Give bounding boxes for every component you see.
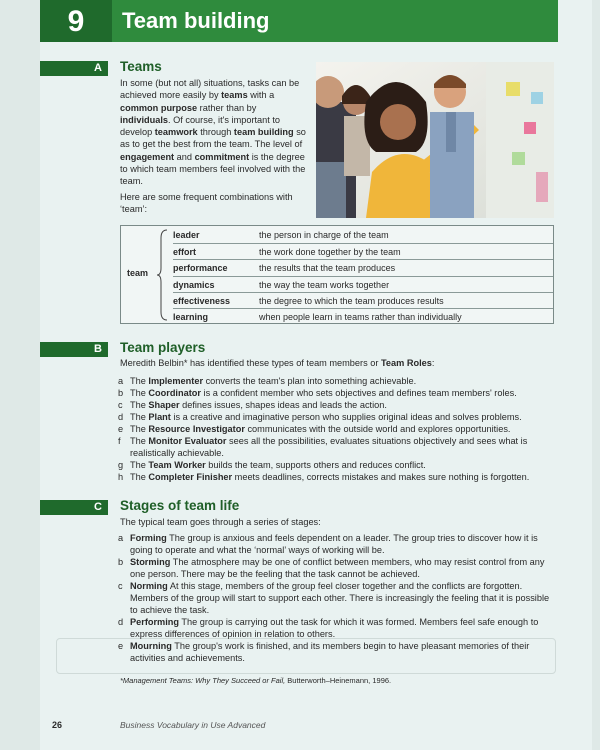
collocation-row: [173, 259, 553, 276]
list-letter: e: [118, 424, 124, 434]
brace-icon: [157, 228, 169, 322]
text-run: The: [130, 460, 149, 470]
list-item: [118, 471, 554, 483]
collocation-definition: the degree to which the team produces results: [259, 295, 444, 306]
collocation-definition: the person in charge of the team: [259, 230, 389, 240]
text-run: through: [197, 127, 234, 138]
team-stages-list: [118, 532, 554, 664]
collocation-head-word: team: [127, 268, 149, 278]
key-term: Plant: [148, 412, 171, 422]
list-item: [118, 387, 554, 399]
collocation-word: learning: [173, 312, 209, 322]
text-run: is a confident member who sets objectives and defines team members' roles.: [200, 388, 517, 398]
collocation-word: dynamics: [173, 279, 215, 290]
section-b-label: B: [40, 342, 108, 357]
list-letter: c: [118, 400, 123, 410]
footnote: *Management Teams: Why They Succeed or Fail, Butterworth–Heinemann, 1996.: [120, 676, 392, 685]
list-text: [130, 375, 554, 387]
list-text: [130, 459, 554, 471]
text-run: The: [130, 376, 149, 386]
collocation-row: [173, 276, 553, 293]
key-term: individuals: [120, 114, 168, 125]
list-text: [130, 640, 554, 664]
text-run: is a creative and imaginative person who supplies original ideas and solves problems.: [170, 412, 522, 422]
key-term: teamwork: [154, 127, 198, 138]
text-run: so as to get the best from the team. The level of: [120, 127, 306, 150]
text-run: The: [130, 424, 149, 434]
key-term: common purpose: [120, 102, 198, 113]
text-run: communicates with the outside world and explores opportunities.: [244, 424, 511, 434]
key-term: Norming: [130, 581, 168, 591]
section-a-combinations-intro: Here are some frequent combinations with ‘team’:: [120, 192, 293, 215]
collocation-row: [173, 308, 553, 325]
key-term: Storming: [130, 557, 171, 567]
collocation-row: [173, 243, 553, 260]
list-item: [118, 411, 554, 423]
collocation-definition: the work done together by the team: [259, 247, 401, 258]
collocation-word: performance: [173, 263, 228, 274]
key-term: Coordinator: [148, 388, 201, 398]
list-item: [118, 435, 554, 459]
list-text: [130, 387, 554, 399]
text-run: defines issues, shapes ideas and leads the action.: [179, 400, 387, 410]
list-item: [118, 616, 554, 640]
list-text: [130, 435, 554, 459]
book-title: Business Vocabulary in Use Advanced: [120, 720, 266, 730]
text-run: rather than by: [197, 102, 257, 113]
text-run: . Of course, it's important to develop: [120, 114, 281, 138]
text-run: The: [130, 412, 149, 422]
key-term: commitment: [194, 151, 250, 162]
team-meeting-photo: [316, 62, 554, 218]
list-item: [118, 375, 554, 387]
text-run: meets deadlines, corrects mistakes and makes sure nothing is forgotten.: [232, 472, 530, 482]
list-letter: d: [118, 617, 124, 627]
key-term: Forming: [130, 533, 167, 543]
chapter-title: Team building: [122, 8, 270, 33]
text-run: The group is anxious and feels dependent on a leader. The group tries to discover how it is going to operate and what the ‘normal’ ways of working will be.: [130, 533, 538, 555]
page-number: 26: [52, 720, 63, 730]
list-letter: e: [118, 641, 124, 651]
section-a-heading: Teams: [120, 59, 162, 74]
list-letter: a: [118, 533, 124, 543]
list-text: [130, 532, 554, 556]
collocation-row: [173, 227, 553, 243]
text-run: The group is carrying out the task for which it was formed. Members feel safe enough to express differences of opinion in relation to others.: [130, 617, 539, 639]
list-text: [130, 411, 554, 423]
list-letter: g: [118, 460, 124, 470]
text-run: The: [130, 436, 149, 446]
collocation-word: effort: [173, 247, 196, 258]
chapter-number: 9: [40, 0, 112, 42]
team-collocations-table: [120, 225, 554, 324]
list-item: [118, 459, 554, 471]
list-item: [118, 580, 554, 616]
text-run: The: [130, 388, 149, 398]
text-run: converts the team's plan into something achievable.: [203, 376, 417, 386]
collocation-row: [173, 292, 553, 309]
key-term: Team Worker: [148, 460, 206, 470]
list-item: [118, 532, 554, 556]
list-letter: c: [118, 581, 123, 591]
list-text: [130, 556, 554, 580]
text-run: with a: [247, 90, 275, 101]
text-run: At this stage, members of the group feel closer together and the conflicts are forgotten. Members of the group will start to support each other. There is increasingly the feeling that it is possible to achieve the task.: [130, 581, 550, 615]
text-run: In some (but not all) situations, tasks can be achieved more easily by: [120, 78, 300, 101]
text-run: The group's work is finished, and its members begin to have pleasant memories of their activities and achievements.: [130, 641, 530, 663]
list-item: [118, 423, 554, 435]
text-run: The: [130, 472, 149, 482]
collocation-definition: the way the team works together: [259, 279, 390, 290]
section-c-intro: The typical team goes through a series of stages:: [120, 517, 321, 527]
collocation-definition: the results that the team produces: [259, 263, 396, 274]
section-a-label: A: [40, 61, 108, 76]
collocation-word: leader: [173, 230, 200, 240]
list-letter: f: [118, 436, 121, 446]
section-c-heading: Stages of team life: [120, 498, 240, 513]
list-letter: h: [118, 472, 124, 482]
section-b-intro: Meredith Belbin* has identified these types of team members or Team Roles:: [120, 358, 435, 368]
text-run: builds the team, supports others and reduces conflict.: [205, 460, 426, 470]
collocation-definition: when people learn in teams rather than individually: [259, 312, 462, 322]
text-run: The atmosphere may be one of conflict between members, who may resist control from any one person. There may be the feeling that the task cannot be achieved.: [130, 557, 545, 579]
text-run: sees all the possibilities, evaluates situations objectively and sees what is realistically achievable.: [130, 436, 528, 458]
list-text: [130, 580, 554, 616]
text-run: is the degree to which team members feel involved with the team.: [120, 151, 306, 187]
list-item: [118, 399, 554, 411]
list-letter: d: [118, 412, 124, 422]
key-term: Performing: [130, 617, 180, 627]
team-roles-list: [118, 375, 554, 483]
section-a-paragraph: [120, 77, 306, 188]
key-term: engagement: [120, 151, 175, 162]
key-term: Completer Finisher: [148, 472, 233, 482]
list-text: [130, 471, 554, 483]
collocation-word: effectiveness: [173, 295, 231, 306]
key-term: team building: [233, 127, 294, 138]
key-term: Shaper: [148, 400, 180, 410]
text-run: The: [130, 400, 149, 410]
key-term: Mourning: [130, 641, 172, 651]
text-run: and: [174, 151, 195, 162]
key-term: teams: [221, 90, 248, 101]
list-letter: a: [118, 376, 124, 386]
section-c-label: C: [40, 500, 108, 515]
section-b-heading: Team players: [120, 340, 206, 355]
key-term: Resource Investigator: [148, 424, 245, 434]
chapter-header-bar: [40, 0, 558, 42]
list-text: [130, 616, 554, 640]
key-term: Monitor Evaluator: [148, 436, 227, 446]
list-letter: b: [118, 388, 124, 398]
list-text: [130, 423, 554, 435]
list-item: [118, 640, 554, 664]
key-term: Implementer: [148, 376, 204, 386]
list-letter: b: [118, 557, 124, 567]
list-text: [130, 399, 554, 411]
list-item: [118, 556, 554, 580]
